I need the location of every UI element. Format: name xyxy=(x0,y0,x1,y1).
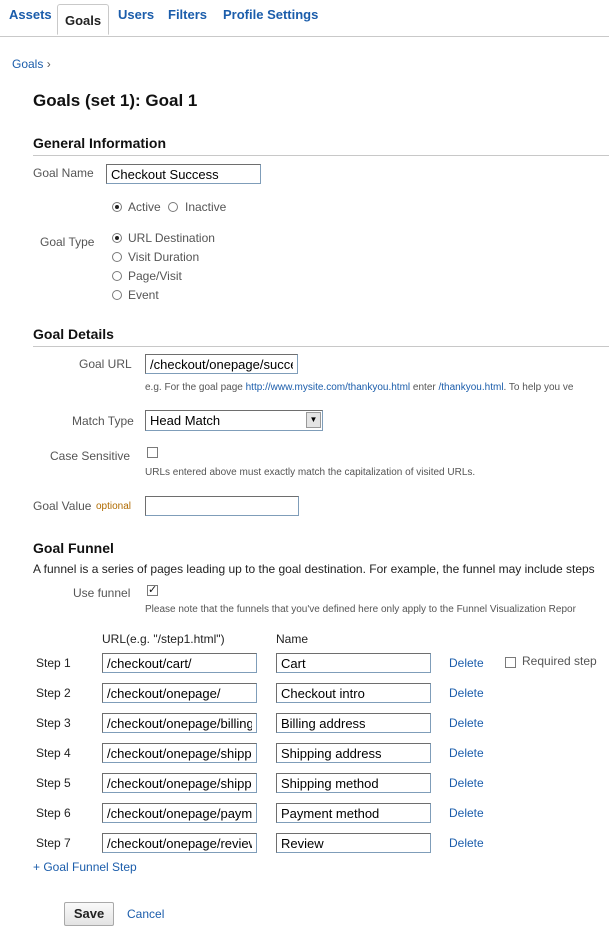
step-3-name-input[interactable] xyxy=(276,713,431,733)
section-general-heading: General Information xyxy=(33,135,609,156)
step-7-name-input[interactable] xyxy=(276,833,431,853)
case-sensitive-hint: URLs entered above must exactly match the capitalization of visited URLs. xyxy=(145,467,476,478)
goal-url-hint-suffix: . To help you ve xyxy=(503,382,574,393)
tab-assets[interactable]: Assets xyxy=(9,7,52,22)
funnel-note: Please note that the funnels that you've defined here only apply to the Funnel Visualization Repor xyxy=(145,604,576,615)
goal-url-hint-mid: enter xyxy=(410,382,439,393)
step-2-label: Step 2 xyxy=(36,686,71,700)
step-5-url-input[interactable] xyxy=(102,773,257,793)
step-2-url-input[interactable] xyxy=(102,683,257,703)
breadcrumb-goals-link[interactable]: Goals xyxy=(12,57,44,71)
cancel-link[interactable]: Cancel xyxy=(127,907,165,921)
goal-type-visit-duration-label: Visit Duration xyxy=(128,250,200,264)
goal-value-optional-tag: optional xyxy=(96,501,132,512)
step-1-name-input[interactable] xyxy=(276,653,431,673)
goal-type-page-visit-radio[interactable] xyxy=(112,271,122,281)
step-3-delete-link[interactable]: Delete xyxy=(449,716,484,730)
goal-url-hint-prefix: e.g. For the goal page xyxy=(145,382,246,393)
step-5-label: Step 5 xyxy=(36,776,71,790)
step-3-url-input[interactable] xyxy=(102,713,257,733)
status-active-radio[interactable] xyxy=(112,202,122,212)
funnel-url-column-header: URL(e.g. "/step1.html") xyxy=(102,632,225,646)
use-funnel-label: Use funnel xyxy=(73,586,131,600)
step-2-name-input[interactable] xyxy=(276,683,431,703)
step-6-delete-link[interactable]: Delete xyxy=(449,806,484,820)
section-goal-details-heading: Goal Details xyxy=(33,326,609,347)
goal-type-url-destination-radio[interactable] xyxy=(112,233,122,243)
status-inactive-label: Inactive xyxy=(185,200,227,214)
goal-url-hint-example-url: http://www.mysite.com/thankyou.html xyxy=(245,382,411,393)
funnel-description: A funnel is a series of pages leading up to the goal destination. For example, the funnel may include steps xyxy=(33,562,595,576)
status-inactive-radio[interactable] xyxy=(168,202,178,212)
goal-name-input[interactable] xyxy=(106,164,261,184)
step-1-delete-link[interactable]: Delete xyxy=(449,656,484,670)
tab-filters[interactable]: Filters xyxy=(168,7,208,22)
goal-type-visit-duration-radio[interactable] xyxy=(112,252,122,262)
step-4-name-input[interactable] xyxy=(276,743,431,763)
page-title: Goals (set 1): Goal 1 xyxy=(33,91,198,110)
section-goal-funnel-heading: Goal Funnel xyxy=(33,540,114,556)
goal-type-event-label: Event xyxy=(128,288,159,302)
match-type-label: Match Type xyxy=(72,414,134,428)
use-funnel-checkbox[interactable] xyxy=(147,585,158,596)
breadcrumb-separator: › xyxy=(46,57,51,71)
step-6-label: Step 6 xyxy=(36,806,71,820)
tab-users[interactable]: Users xyxy=(118,7,155,22)
step-2-delete-link[interactable]: Delete xyxy=(449,686,484,700)
step-4-label: Step 4 xyxy=(36,746,71,760)
step-5-name-input[interactable] xyxy=(276,773,431,793)
status-active-label: Active xyxy=(128,200,161,214)
step-7-label: Step 7 xyxy=(36,836,71,850)
step-1-url-input[interactable] xyxy=(102,653,257,673)
funnel-name-column-header: Name xyxy=(276,632,309,646)
add-goal-funnel-step-link[interactable]: + Goal Funnel Step xyxy=(33,860,137,874)
step-3-label: Step 3 xyxy=(36,716,71,730)
goal-url-label: Goal URL xyxy=(79,357,132,371)
goal-type-label: Goal Type xyxy=(40,235,95,249)
tab-bar xyxy=(0,0,609,37)
step-7-url-input[interactable] xyxy=(102,833,257,853)
breadcrumb xyxy=(12,57,51,71)
required-step-label: Required step xyxy=(522,654,597,668)
goal-url-hint xyxy=(145,382,573,393)
goal-url-hint-example-path: /thankyou.html xyxy=(438,382,504,393)
case-sensitive-label: Case Sensitive xyxy=(50,449,131,463)
required-step-checkbox[interactable] xyxy=(505,657,516,668)
case-sensitive-checkbox[interactable] xyxy=(147,447,158,458)
save-button[interactable]: Save xyxy=(64,902,114,926)
goal-type-page-visit-label: Page/Visit xyxy=(128,269,182,283)
step-4-url-input[interactable] xyxy=(102,743,257,763)
tab-profile-settings[interactable]: Profile Settings xyxy=(223,7,319,22)
match-type-value: Head Match xyxy=(150,413,221,428)
step-1-label: Step 1 xyxy=(36,656,71,670)
match-type-select[interactable] xyxy=(145,410,323,431)
goal-name-label: Goal Name xyxy=(33,166,94,180)
goal-url-input[interactable] xyxy=(145,354,298,374)
goal-value-input[interactable] xyxy=(145,496,299,516)
goal-type-url-destination-label: URL Destination xyxy=(128,231,215,245)
step-5-delete-link[interactable]: Delete xyxy=(449,776,484,790)
goal-value-label: Goal Value xyxy=(33,499,92,513)
goal-type-event-radio[interactable] xyxy=(112,290,122,300)
checkmark-icon: ✓ xyxy=(148,584,158,596)
chevron-down-icon: ▼ xyxy=(306,412,321,428)
step-4-delete-link[interactable]: Delete xyxy=(449,746,484,760)
step-6-url-input[interactable] xyxy=(102,803,257,823)
step-6-name-input[interactable] xyxy=(276,803,431,823)
tab-goals[interactable]: Goals xyxy=(57,4,109,35)
step-7-delete-link[interactable]: Delete xyxy=(449,836,484,850)
